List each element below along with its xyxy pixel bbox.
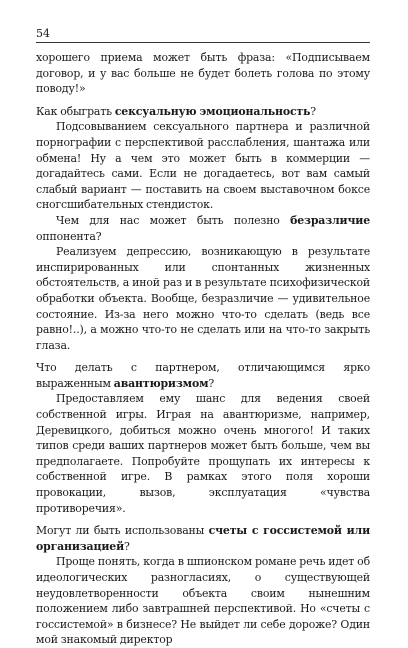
answer-paragraph: Подсовыванием сексуального партнера и различной порнографии с перспективой расслабления, шантажа или обмена! Ну а чем это может быть в коммерции — догадайтесь сами. Если не догадаетесь, вот вам самый слабый вариант — поставить на своем выставочном боксе сногсшибательных стендисток. xyxy=(36,120,370,212)
header-divider xyxy=(36,42,370,43)
question-text: Что делать с партнером, отличающимся ярко выраженным xyxy=(36,361,370,390)
page-body xyxy=(36,50,370,648)
question-text: Могут ли быть использованы xyxy=(36,524,209,538)
question-text: Чем для нас может быть полезно xyxy=(56,213,291,227)
paragraph-continued: хорошего приема может быть фраза: «Подписываем договор, и у вас больше не будет болеть голова по этому поводу!» xyxy=(36,51,370,96)
answer-paragraph: Проще понять, когда в шпионском романе речь идет об идеологических разногласиях, о существующей неудовлетворенности объекта своим нынешним положением либо завтрашней перспективой. Но «счеты с госсистемой» в бизнесе? Не выйдет ли себе дороже? Один мой знакомый директор xyxy=(36,555,370,647)
question-bold-term: безразличие xyxy=(290,213,370,227)
answer-paragraph: Реализуем депрессию, возникающую в результате инспирированных или спонтанных жизненных обстоятельств, а иной раз и в результате психофизической обработки объекта. Вообще, безразличие — удивительное состояние. Из-за него можно что-то сделать (ведь все равно!..), а можно что-то не сделать или на что-то закрыть глаза. xyxy=(36,245,370,352)
question-bold-term: счеты с госсистемой или организацией xyxy=(36,524,371,553)
question-bold-term: авантюризмом xyxy=(113,376,209,390)
question-text: Как обыграть xyxy=(36,104,115,118)
question-paragraph xyxy=(36,360,370,391)
question-paragraph xyxy=(36,523,370,554)
question-bold-term: сексуальную эмоциональность xyxy=(114,104,311,118)
question-text-end: ? xyxy=(310,104,316,118)
question-paragraph xyxy=(36,213,370,244)
answer-paragraph: Предоставляем ему шанс для ведения своей собственной игры. Играя на авантюризме, например, Деревицкого, добиться можно очень многого! И таких типов среди ваших партнеров может быть больше, чем вы предполагаете. Попробуйте прощупать их интересы к собственной игре. В рамках этого поля хороши провокации, вызов, эксплуатация «чувства противоречия». xyxy=(36,392,370,515)
question-text-end: ? xyxy=(124,539,130,553)
question-paragraph xyxy=(36,104,370,120)
question-text-end: оппонента? xyxy=(36,229,102,243)
question-text-end: ? xyxy=(208,376,215,390)
page-number: 54 xyxy=(36,27,50,40)
